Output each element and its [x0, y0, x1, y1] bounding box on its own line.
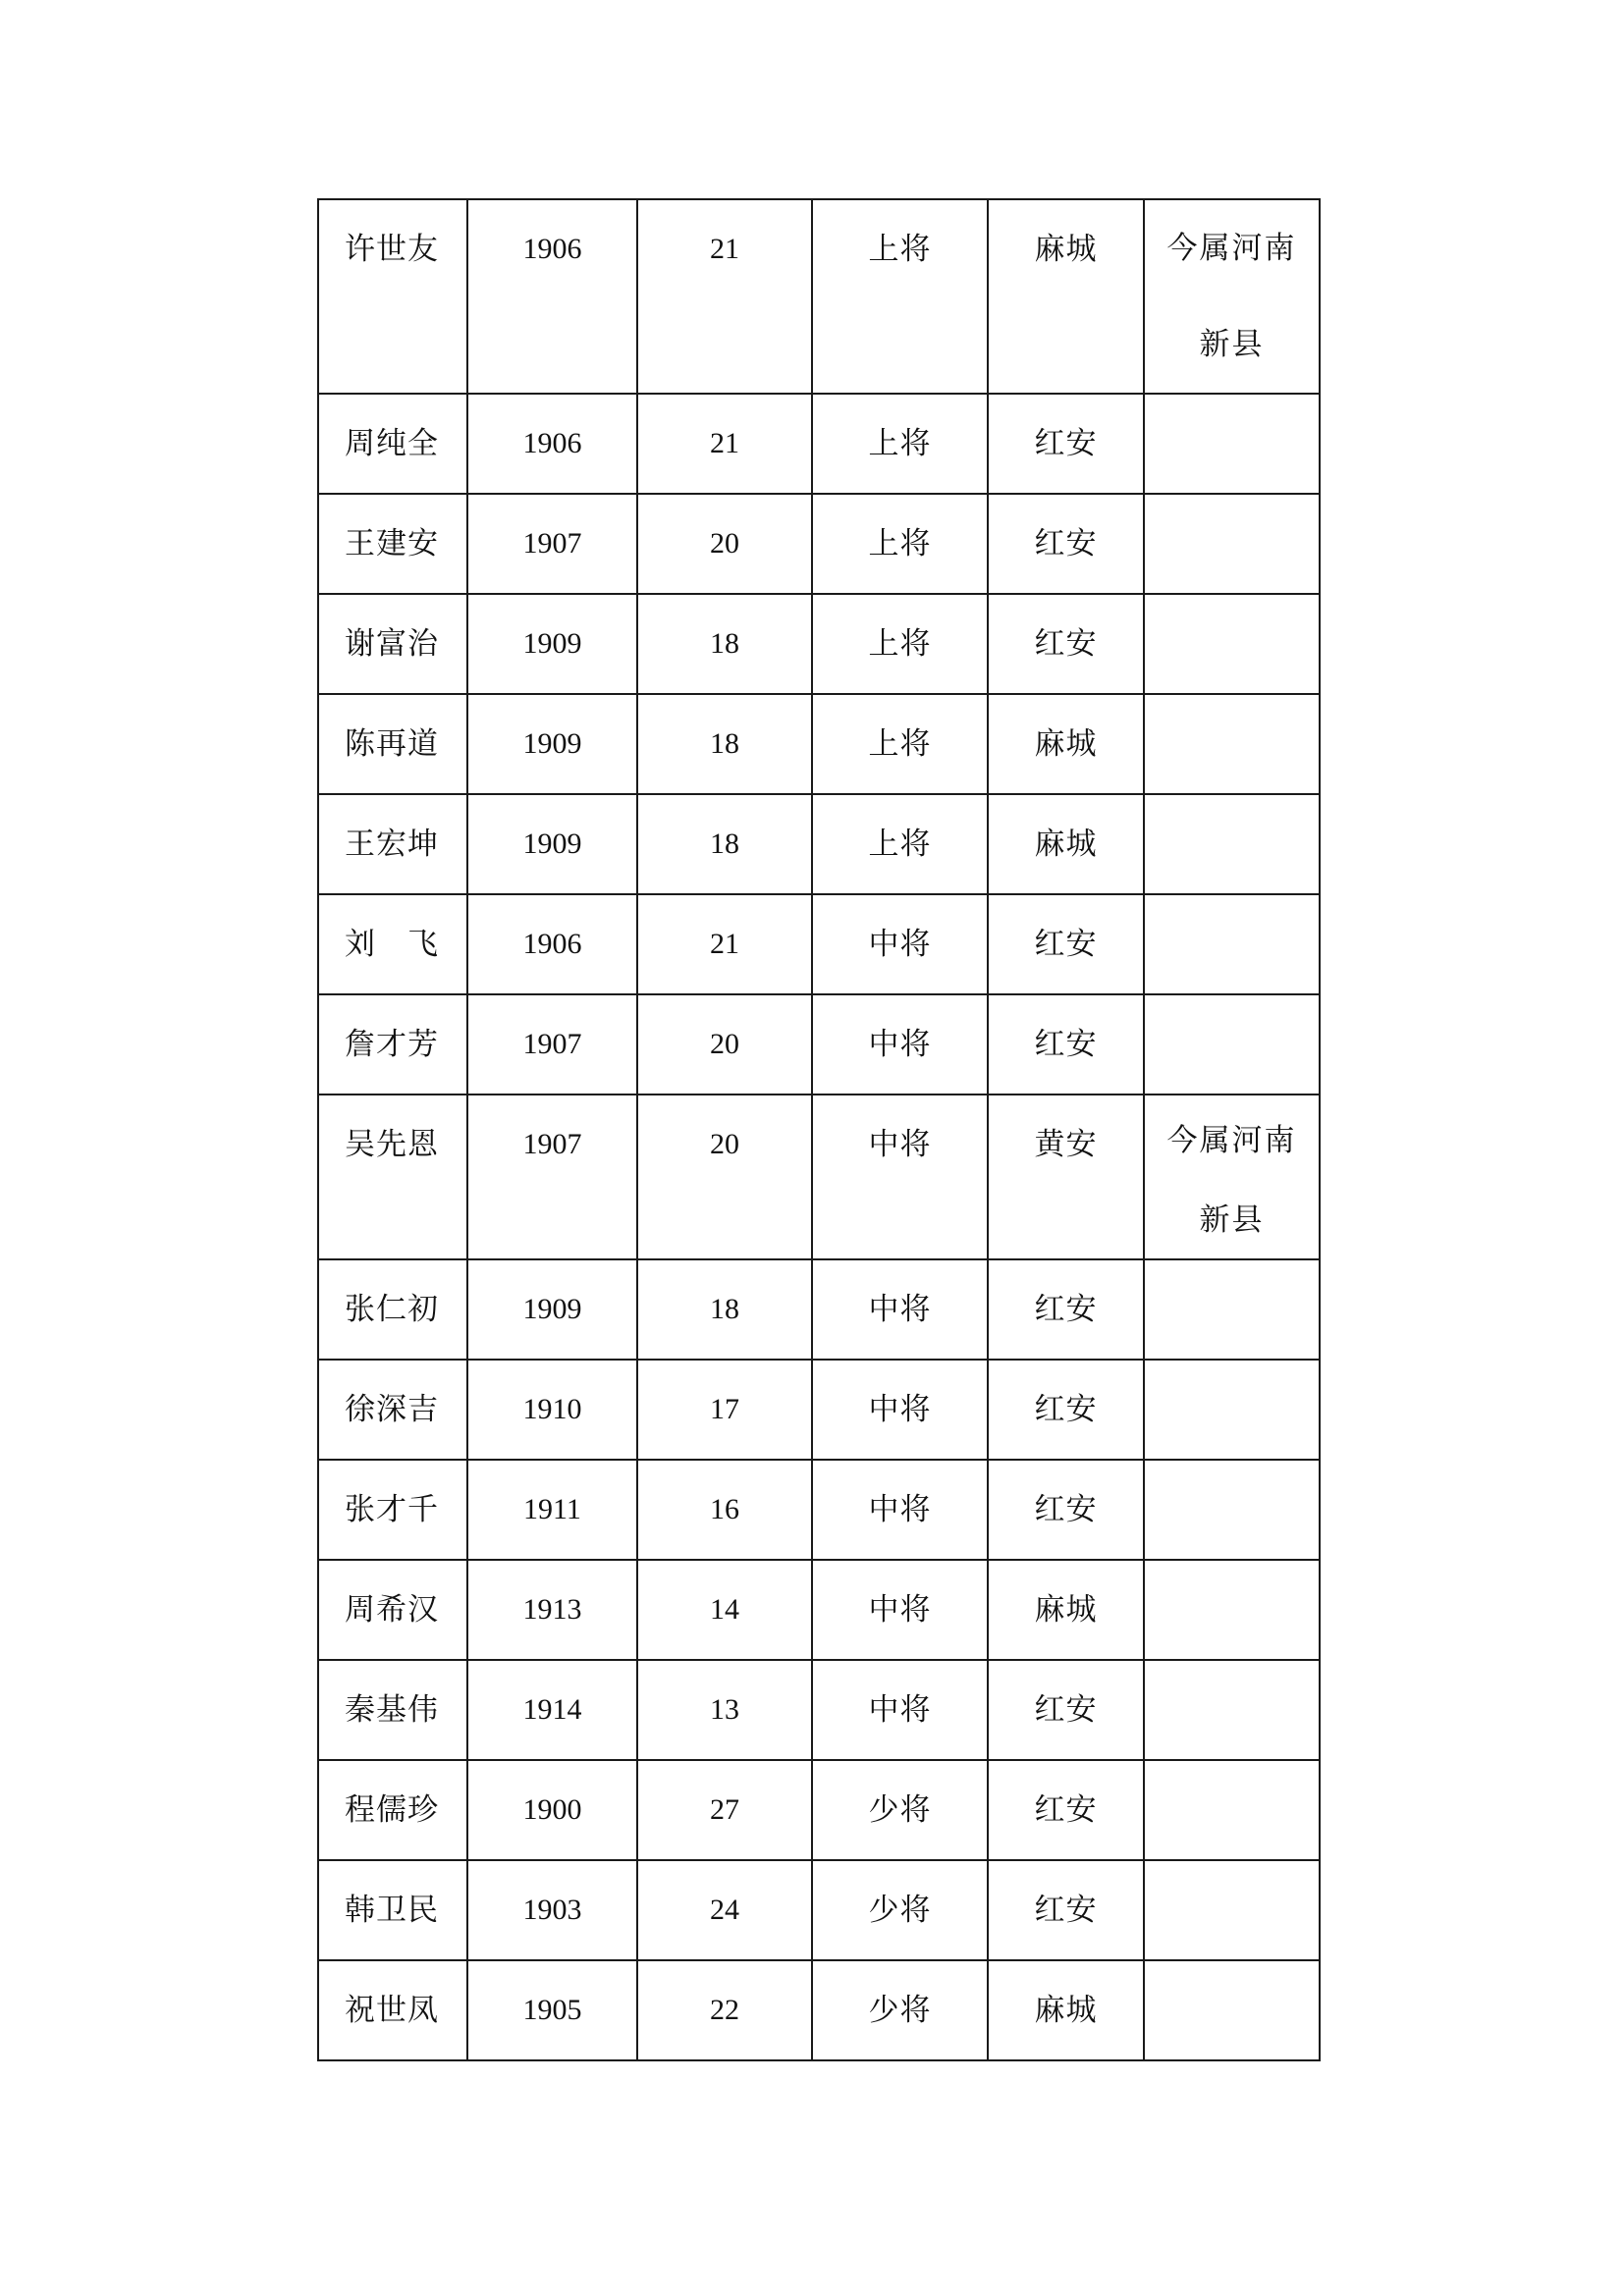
birth-year-cell: 1907	[467, 494, 637, 594]
hometown-cell: 麻城	[988, 794, 1144, 894]
table-row	[318, 794, 1320, 894]
age-cell: 13	[637, 1660, 812, 1760]
birth-year-cell: 1906	[467, 199, 637, 394]
birth-year-cell: 1906	[467, 894, 637, 994]
age-cell: 16	[637, 1460, 812, 1560]
table-row	[318, 394, 1320, 494]
name-cell: 王宏坤	[318, 794, 467, 894]
age-cell: 18	[637, 794, 812, 894]
age-cell: 14	[637, 1560, 812, 1660]
note-cell	[1144, 894, 1320, 994]
rank-cell: 中将	[812, 1460, 988, 1560]
note-cell	[1144, 1960, 1320, 2060]
table-row	[318, 594, 1320, 694]
table-row	[318, 1860, 1320, 1960]
hometown-cell: 红安	[988, 1760, 1144, 1860]
hometown-cell: 麻城	[988, 694, 1144, 794]
hometown-cell: 麻城	[988, 199, 1144, 394]
hometown-cell: 红安	[988, 394, 1144, 494]
name-cell: 祝世凤	[318, 1960, 467, 2060]
note-cell	[1144, 1760, 1320, 1860]
rank-cell: 中将	[812, 1660, 988, 1760]
hometown-cell: 红安	[988, 1259, 1144, 1360]
birth-year-cell: 1905	[467, 1960, 637, 2060]
age-cell: 18	[637, 694, 812, 794]
note-cell	[1144, 494, 1320, 594]
table-row	[318, 994, 1320, 1095]
name-cell: 刘 飞	[318, 894, 467, 994]
rank-cell: 上将	[812, 394, 988, 494]
note-cell	[1144, 1560, 1320, 1660]
hometown-cell: 红安	[988, 1460, 1144, 1560]
generals-table	[317, 198, 1321, 2061]
name-cell: 吴先恩	[318, 1095, 467, 1259]
table-row	[318, 1560, 1320, 1660]
note-cell	[1144, 794, 1320, 894]
rank-cell: 中将	[812, 1560, 988, 1660]
age-cell: 20	[637, 994, 812, 1095]
age-cell: 18	[637, 594, 812, 694]
table-row	[318, 694, 1320, 794]
table-body	[318, 199, 1320, 2060]
rank-cell: 上将	[812, 494, 988, 594]
hometown-cell: 红安	[988, 494, 1144, 594]
name-cell: 陈再道	[318, 694, 467, 794]
rank-cell: 上将	[812, 694, 988, 794]
name-cell: 程儒珍	[318, 1760, 467, 1860]
note-cell	[1144, 1259, 1320, 1360]
name-cell: 张才千	[318, 1460, 467, 1560]
age-cell: 21	[637, 199, 812, 394]
table-row	[318, 199, 1320, 394]
table-row	[318, 894, 1320, 994]
name-cell: 秦基伟	[318, 1660, 467, 1760]
birth-year-cell: 1909	[467, 694, 637, 794]
note-cell	[1144, 1660, 1320, 1760]
note-line: 新县	[1199, 327, 1265, 362]
name-cell: 徐深吉	[318, 1360, 467, 1460]
rank-cell: 中将	[812, 894, 988, 994]
birth-year-cell: 1906	[467, 394, 637, 494]
rank-cell: 中将	[812, 1095, 988, 1259]
note-cell	[1144, 1860, 1320, 1960]
birth-year-cell: 1909	[467, 1259, 637, 1360]
table-row	[318, 1460, 1320, 1560]
rank-cell: 中将	[812, 1259, 988, 1360]
note-cell	[1144, 1360, 1320, 1460]
age-cell: 27	[637, 1760, 812, 1860]
note-line: 新县	[1199, 1202, 1265, 1238]
birth-year-cell: 1909	[467, 794, 637, 894]
name-cell: 王建安	[318, 494, 467, 594]
note-cell	[1144, 1460, 1320, 1560]
birth-year-cell: 1913	[467, 1560, 637, 1660]
note-cell	[1144, 1095, 1320, 1259]
hometown-cell: 红安	[988, 1860, 1144, 1960]
note-cell	[1144, 199, 1320, 394]
rank-cell: 少将	[812, 1860, 988, 1960]
rank-cell: 中将	[812, 1360, 988, 1460]
note-cell	[1144, 994, 1320, 1095]
name-cell: 周希汉	[318, 1560, 467, 1660]
table-row	[318, 1360, 1320, 1460]
hometown-cell: 红安	[988, 894, 1144, 994]
name-cell: 许世友	[318, 199, 467, 394]
hometown-cell: 麻城	[988, 1960, 1144, 2060]
birth-year-cell: 1910	[467, 1360, 637, 1460]
birth-year-cell: 1909	[467, 594, 637, 694]
age-cell: 18	[637, 1259, 812, 1360]
table-row	[318, 494, 1320, 594]
table-row	[318, 1760, 1320, 1860]
age-cell: 20	[637, 1095, 812, 1259]
note-cell	[1144, 594, 1320, 694]
age-cell: 17	[637, 1360, 812, 1460]
name-cell: 周纯全	[318, 394, 467, 494]
age-cell: 22	[637, 1960, 812, 2060]
age-cell: 21	[637, 894, 812, 994]
table-row	[318, 1660, 1320, 1760]
birth-year-cell: 1903	[467, 1860, 637, 1960]
rank-cell: 上将	[812, 794, 988, 894]
name-cell: 詹才芳	[318, 994, 467, 1095]
name-cell: 谢富治	[318, 594, 467, 694]
hometown-cell: 麻城	[988, 1560, 1144, 1660]
hometown-cell: 红安	[988, 1360, 1144, 1460]
age-cell: 24	[637, 1860, 812, 1960]
note-cell	[1144, 694, 1320, 794]
hometown-cell: 红安	[988, 1660, 1144, 1760]
birth-year-cell: 1907	[467, 994, 637, 1095]
hometown-cell: 红安	[988, 994, 1144, 1095]
table-row	[318, 1095, 1320, 1259]
rank-cell: 上将	[812, 594, 988, 694]
age-cell: 21	[637, 394, 812, 494]
birth-year-cell: 1907	[467, 1095, 637, 1259]
rank-cell: 少将	[812, 1960, 988, 2060]
name-cell: 韩卫民	[318, 1860, 467, 1960]
hometown-cell: 红安	[988, 594, 1144, 694]
rank-cell: 少将	[812, 1760, 988, 1860]
note-line: 今属河南	[1166, 231, 1297, 266]
hometown-cell: 黄安	[988, 1095, 1144, 1259]
rank-cell: 中将	[812, 994, 988, 1095]
age-cell: 20	[637, 494, 812, 594]
table-row	[318, 1259, 1320, 1360]
birth-year-cell: 1911	[467, 1460, 637, 1560]
birth-year-cell: 1914	[467, 1660, 637, 1760]
note-cell	[1144, 394, 1320, 494]
table-row	[318, 1960, 1320, 2060]
birth-year-cell: 1900	[467, 1760, 637, 1860]
name-cell: 张仁初	[318, 1259, 467, 1360]
rank-cell: 上将	[812, 199, 988, 394]
note-line: 今属河南	[1166, 1123, 1297, 1158]
